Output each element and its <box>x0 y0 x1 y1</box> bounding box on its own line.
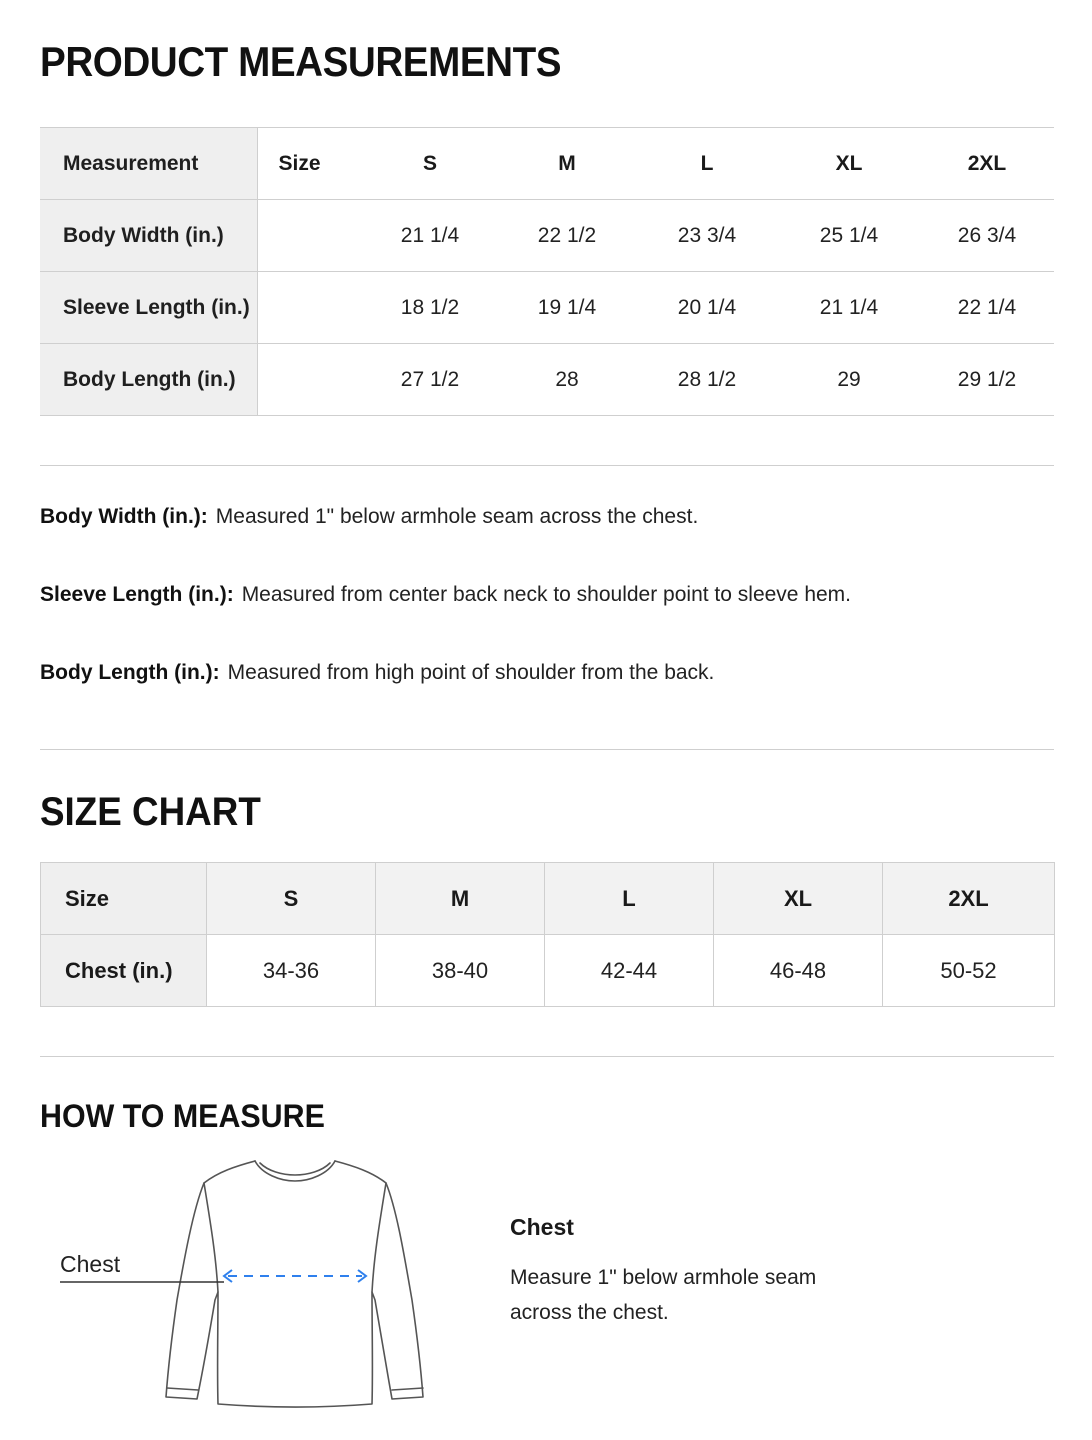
table-row <box>41 935 1055 1007</box>
size-column-s: S <box>362 128 498 200</box>
size-column-2xl: 2XL <box>920 128 1054 200</box>
size-chart-title: SIZE CHART <box>40 790 261 834</box>
table-cell: 29 1/2 <box>920 344 1054 416</box>
table-cell: 29 <box>778 344 920 416</box>
definition-body-width <box>40 505 698 529</box>
empty-cell <box>257 200 362 272</box>
row-label: Body Length (in.) <box>40 344 257 416</box>
table-cell: 42-44 <box>545 935 714 1007</box>
size-header: Size <box>257 128 362 200</box>
table-cell: 18 1/2 <box>362 272 498 344</box>
table-cell: 38-40 <box>376 935 545 1007</box>
table-cell: 22 1/4 <box>920 272 1054 344</box>
size-column-2xl: 2XL <box>883 863 1055 935</box>
divider <box>40 1056 1054 1057</box>
chest-section-description: Measure 1" below armhole seam across the chest. <box>510 1266 817 1324</box>
armhole-seam-left <box>204 1183 218 1292</box>
row-label: Body Width (in.) <box>40 200 257 272</box>
how-to-measure-title: HOW TO MEASURE <box>40 1098 325 1134</box>
divider <box>40 749 1054 750</box>
cuff-right <box>392 1388 423 1390</box>
definition-body-length <box>40 661 714 685</box>
table-cell: 46-48 <box>714 935 883 1007</box>
definition-term: Body Length (in.): <box>40 661 220 684</box>
cuff-left <box>167 1388 198 1390</box>
table-row <box>40 344 1054 416</box>
armhole-seam-right <box>372 1183 386 1292</box>
table-cell: 19 1/4 <box>498 272 636 344</box>
table-row <box>40 272 1054 344</box>
table-cell: 20 1/4 <box>636 272 778 344</box>
divider <box>40 465 1054 466</box>
size-column-s: S <box>207 863 376 935</box>
size-column-m: M <box>498 128 636 200</box>
table-cell: 22 1/2 <box>498 200 636 272</box>
chest-row-label: Chest (in.) <box>41 935 207 1007</box>
measurement-header: Measurement <box>40 128 257 200</box>
table-cell: 28 <box>498 344 636 416</box>
definition-text: Measured from center back neck to shoulder point to sleeve hem. <box>241 583 852 606</box>
table-cell: 50-52 <box>883 935 1055 1007</box>
size-column-m: M <box>376 863 545 935</box>
size-chart-table <box>40 862 1055 1007</box>
size-column-xl: XL <box>714 863 883 935</box>
size-column-l: L <box>545 863 714 935</box>
neckline <box>255 1161 335 1181</box>
chest-measure-arrow <box>224 1270 366 1282</box>
neckline-inner <box>260 1163 330 1175</box>
table-row <box>40 200 1054 272</box>
empty-cell <box>257 272 362 344</box>
page-title: PRODUCT MEASUREMENTS <box>40 38 562 85</box>
table-cell: 34-36 <box>207 935 376 1007</box>
product-measurements-table <box>40 127 1054 416</box>
definition-term: Sleeve Length (in.): <box>40 583 234 606</box>
table-header-row <box>40 128 1054 200</box>
definition-text: Measured from high point of shoulder from the back. <box>227 661 715 684</box>
table-cell: 26 3/4 <box>920 200 1054 272</box>
shirt-outline <box>166 1161 423 1407</box>
chest-section-title: Chest <box>510 1214 574 1240</box>
size-column-xl: XL <box>778 128 920 200</box>
definition-sleeve-length <box>40 583 851 607</box>
table-cell: 27 1/2 <box>362 344 498 416</box>
table-cell: 28 1/2 <box>636 344 778 416</box>
definition-term: Body Width (in.): <box>40 505 208 528</box>
size-header: Size <box>41 863 207 935</box>
definition-text: Measured 1" below armhole seam across the chest. <box>215 505 699 528</box>
table-cell: 25 1/4 <box>778 200 920 272</box>
row-label: Sleeve Length (in.) <box>40 272 257 344</box>
chest-diagram-label: Chest <box>60 1251 121 1277</box>
empty-cell <box>257 344 362 416</box>
shirt-diagram <box>0 1140 460 1440</box>
table-cell: 21 1/4 <box>778 272 920 344</box>
table-cell: 21 1/4 <box>362 200 498 272</box>
table-cell: 23 3/4 <box>636 200 778 272</box>
size-column-l: L <box>636 128 778 200</box>
table-header-row <box>41 863 1055 935</box>
